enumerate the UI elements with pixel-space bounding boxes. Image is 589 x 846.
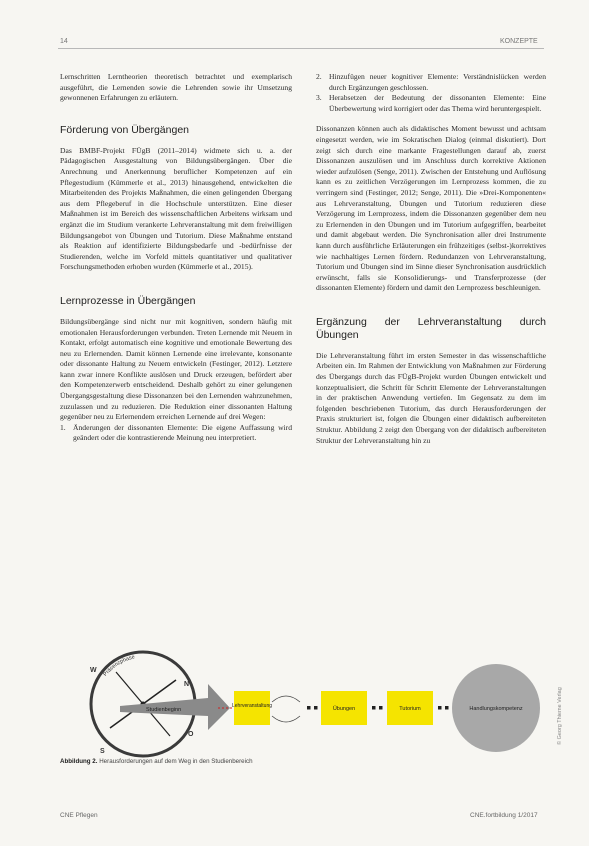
list-number: 2. [316,72,322,81]
box-label: Übungen [332,706,356,712]
running-head: KONZEPTE [500,38,538,45]
list-item [316,72,546,93]
list-text: Hinzufügen neuer kognitiver Elemente: Verständnislücken werden durch Ergänzungen geschlossen. [329,72,546,92]
section-body: Das BMBF-Projekt FÜgB (2011–2014) widmete sich u. a. der Pädagogischen Ausgestaltung von Bildungsübergängen. Über die Anrechnung und Anerkennung beruflicher Kompetenzen auf ein Pflegestudium (Kümmerle et al., 2013) hinausgehend, entwickelten die Mitarbeitenden des Projekts Maßnahmen, die einen gelingenden Übergang aus dem Pflegeberuf in die Hochschule unterstützen. Eine dieser Maßnahmen ist im Bereich des wissenschaftlichen Arbeitens wirksam und ergänzt die im Studium verankerte Lehrveranstaltung mit dem freiwilligen Bildungsangebot von Übungen und Tutorium. Diese Maßnahme entstand als Reaktion auf identifizierte Bildungsbedarfe und -bedürfnisse der Studierenden, welche im Vorfeld mittels quantitativer und qualitativer Forschungsmethoden erhoben wurden (Kümmerle et al., 2015). [60,145,292,272]
box-label: Lehrveranstaltung [231,703,273,709]
caption-text: Herausforderungen auf dem Weg in den Studienbereich [99,758,253,765]
compass-needle [143,680,176,704]
compass-letter-o: O [188,731,194,738]
section-heading: Förderung von Übergängen [60,123,190,136]
list-number: 1. [60,422,66,432]
body-paragraph: Dissonanzen können auch als didaktisches Moment bewusst und achtsam eingesetzt werden, wie im Sokratischen Dialog (einmal diskutiert). Dort zeigt sich durch eine markante Fragestellungen darauf ab, zuerst Dissonanzen auszulösen und im Anschluss durch korrektive Aktionen wieder aufzulösen (Senge, 2011). Zwischen der Entstehung und Auflösung kann es zu zeitlichen Verzögerungen im Lernprozess kommen, die zu verringern sind (Festinger, 2012; Senge, 2011). Die »Drei-Komponenten« aus Lehrveranstaltung, Übungen und Tutorium reduzieren diese Verzögerung im Lernprozess, indem die Dissonanzen gegenüber dem neu zu Erlernenden in den Übungen und im Tutorium aufgegriffen, bearbeitet und damit abgebaut werden. Die Synchronisation aller drei Instrumente kann durch ausführliche Erläuterungen ein frühzeitiges (selbst-)korrektives wie nachhaltiges Lernen fördern. Redundanzen von Lehrveranstaltung, Tutorium und Übungen sind im Sinne dieser Synchronisation ausdrücklich erwünscht, falls sie Konsolidierungs- und Transferprozesse (der dissonanten Elemente) fördern und damit den Lernprozess beschleunigen. [316,124,546,293]
figure-caption: Abbildung 2. Herausforderungen auf dem Weg in den Studienbereich [60,758,253,765]
loop-arrow [272,716,300,722]
list-text: Änderungen der dissonanten Elemente: Die eigene Auffassung wird geändert oder die kontrastierende Meinung neu interpretiert. [73,422,292,443]
section-body: Bildungsübergänge sind nicht nur mit kognitiven, sondern häufig mit emotionalen Herausforderungen verbunden. Treten Lernende mit Neuem in Kontakt, erfolgt automatisch eine kognitive und emotionale Bewertung des neu zu Erlernenden. Damit können Lernende eine irrelevante, konsonante oder dissonante Haltung zu Neuem entwickeln (Festinger, 2012). Letztere kann zwar innere Konflikte auslösen und Druck erzeugen, befördert aber den Kompetenzerwerb entscheidend. Deshalb gehört zu einer gelungenen Übergangsgestaltung diese Dissonanzen bei den Lernenden wahrzunehmen, zuzulassen und zu reduzieren. Die Reduktion einer dissonanten Haltung gegenüber neu zu Erlernendem erreichen Lernende auf drei Wegen: [60,316,292,422]
intro-paragraph: Lernschritten Lerntheorien theoretisch betrachtet und exemplarisch ausgeführt, die Lernenden sowie die Lehrenden sowie ihr Umsetzung gewonnenen Erfahrungen zu erläutern. [60,72,292,103]
side-copyright: © Georg Thieme Verlag [557,687,563,745]
list-text: Herabsetzen der Bedeutung der dissonanten Elemente: Eine Überbewertung wird korrigiert oder das Thema wird heruntergespielt. [329,93,546,113]
section-body: Die Lehrveranstaltung führt im ersten Semester in das wissenschaftliche Arbeiten ein. Im Rahmen der Entwicklung von Maßnahmen zur Förderung des Übergangs durch das FÜgB-Projekt wurden Übungen entwickelt und konzeptualisiert, die Schritt für Schritt Elemente der Lehrveranstaltungen in der praktischen Anwendung vertiefen. Im Gegensatz zu dem im folgenden beschriebenen Tutorium, das durch Herausforderungen der Praxis strukturiert ist, folgen die Übungen einer didaktisch aufbereiteten Struktur. Abbildung 2 zeigt den Übergang von der didaktisch aufbereiteten Struktur der Lehrveranstaltung hin zu [316,350,546,445]
loop-arrow [272,696,300,702]
list-number: 3. [316,93,322,103]
connector-dot [307,706,311,710]
connector-dot [445,706,449,710]
box-label: Tutorium [399,706,421,712]
compass-arc-label: Präsenzphase [102,654,136,678]
compass-letter-s: S [100,748,105,755]
connector-dot [438,706,442,710]
arrow-label: Studienbeginn [146,707,182,713]
connector-dot [314,706,318,710]
compass-letter-w: W [90,667,97,674]
page-number: 14 [60,38,68,45]
connector-dot [379,706,383,710]
list-item [60,423,292,444]
section-heading: Lernprozesse in Übergängen [60,294,196,307]
compass-needle [116,672,143,704]
section-heading: Ergänzung der Lehrveranstaltung durch Übungen [316,315,546,341]
footer-left: CNE Pflegen [60,812,98,819]
connector-dot [372,706,376,710]
header-rule [58,48,544,49]
figure-diagram [58,650,548,758]
footer-right: CNE.fortbildung 1/2017 [470,812,538,819]
right-column [316,72,546,446]
compass-letter-n: N [184,681,190,688]
list-item [316,93,546,114]
caption-label: Abbildung 2 [60,758,96,765]
circle-label: Handlungskompetenz [469,706,523,712]
left-column [60,72,292,444]
